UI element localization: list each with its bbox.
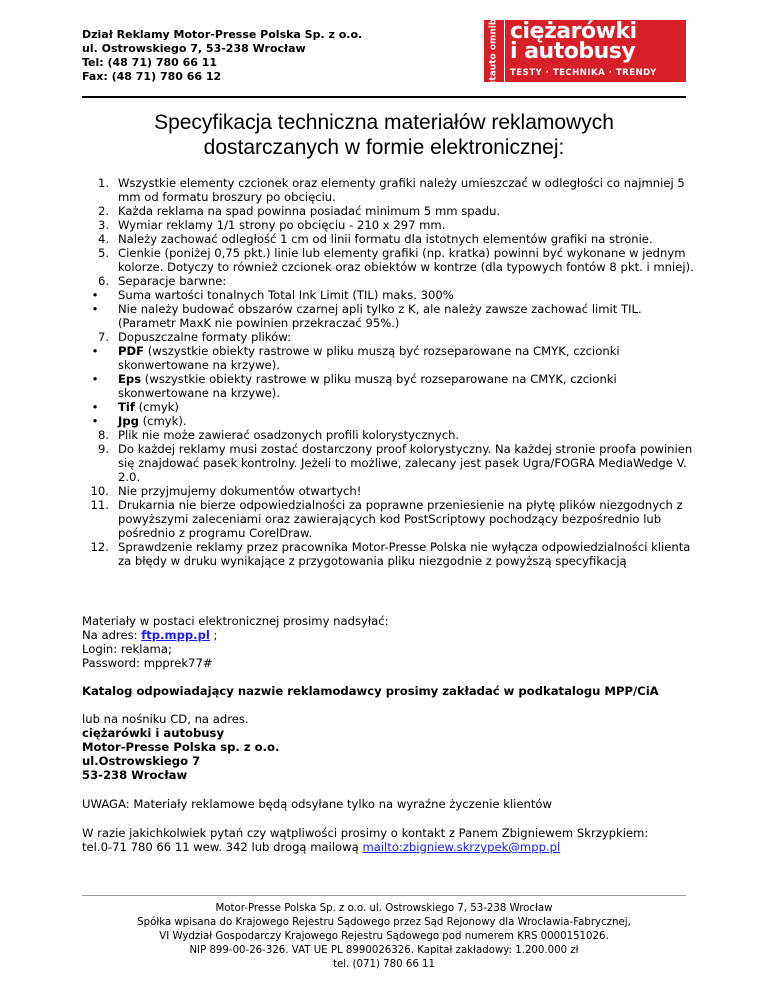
email-link[interactable]: mailto:zbigniew.skrzypek@mpp.pl	[362, 840, 561, 854]
format-desc: (cmyk)	[134, 400, 179, 414]
cd-address-line: ul.Ostrowskiego 7	[82, 754, 201, 768]
item-number: 5.	[97, 246, 109, 260]
bullet-icon: •	[91, 400, 99, 414]
header-contact	[82, 28, 362, 84]
cd-address	[82, 712, 279, 782]
footer-line: NIP 899-00-26-326. VAT UE PL 8990026326. Kapitał zakładowy: 1.200.000 zł	[189, 945, 579, 956]
bullet-icon: •	[91, 414, 99, 428]
delivery-address	[82, 628, 389, 642]
header-line: Fax: (48 71) 780 66 12	[82, 70, 222, 83]
page-title	[82, 110, 686, 160]
catalog-note: Katalog odpowiadający nazwie reklamodawcy prosimy zakładać w podkatalogu MPP/CiA	[82, 684, 659, 698]
spec-item	[82, 540, 694, 568]
item-number: 4.	[97, 232, 109, 246]
spec-item	[82, 498, 694, 540]
format-desc: (cmyk).	[138, 414, 187, 428]
item-number: 8.	[97, 428, 109, 442]
item-text: Należy zachować odległość 1 cm od linii formatu dla istotnych elementów grafiki na stronie.	[118, 232, 653, 246]
password-line: Password: mpprek77#	[82, 656, 213, 670]
item-number: 7.	[97, 330, 109, 344]
format-name: PDF	[118, 344, 145, 358]
spec-item	[82, 246, 694, 274]
spec-bullet	[82, 344, 694, 372]
bullet-text	[118, 344, 694, 372]
item-text: Wszystkie elementy czcionek oraz elementy grafiki należy umieszczać w odległości co najmniej 5 mm od formatu broszury po obcięciu.	[118, 176, 685, 204]
cd-intro: lub na nośniku CD, na adres.	[82, 712, 249, 726]
logo-side-text: lastauto omnibus	[488, 6, 499, 96]
spec-bullet	[82, 414, 694, 428]
cd-address-line: 53-238 Wrocław	[82, 768, 188, 782]
item-number: 12.	[90, 540, 109, 554]
spec-item	[82, 204, 694, 218]
item-text: Każda reklama na spad powinna posiadać minimum 5 mm spadu.	[118, 204, 501, 218]
page-title-line-2: dostarczanych w formie elektronicznej:	[203, 136, 565, 159]
spec-item	[82, 218, 694, 232]
item-text: Sprawdzenie reklamy przez pracownika Motor-Presse Polska nie wyłącza odpowiedzialności klienta za błędy w druku wynikające z przygotowania pliku niezgodnie z powyższą specyfikacją	[118, 540, 691, 568]
logo-tagline: TESTY · TECHNIKA · TRENDY	[510, 68, 657, 78]
item-number: 6.	[97, 274, 109, 288]
bullet-icon: •	[91, 288, 99, 302]
bullet-text	[118, 372, 694, 400]
delivery-intro: Materiały w postaci elektronicznej prosimy nadsyłać:	[82, 614, 389, 628]
footer-line: Motor-Presse Polska Sp. z o.o. ul. Ostrowskiego 7, 53-238 Wrocław	[215, 903, 553, 914]
spec-item	[82, 330, 694, 344]
spec-bullet	[82, 400, 694, 414]
bullet-icon: •	[91, 344, 99, 358]
item-number: 2.	[97, 204, 109, 218]
address-suffix: ;	[209, 628, 218, 642]
bullet-text: Nie należy budować obszarów czarnej apli tylko z K, ale należy zawsze zachować limit TIL. (Parametr MaxK nie powinien przekraczać 95%.)	[118, 302, 642, 330]
format-desc: (wszystkie obiekty rastrowe w pliku muszą być rozseparowane na CMYK, czcionki skonwertowane na krzywe).	[118, 344, 620, 372]
ftp-link[interactable]: ftp.mpp.pl	[141, 628, 210, 642]
bullet-text	[118, 400, 694, 414]
contact-phone: tel.0-71 780 66 11 wew. 342 lub drogą mailową	[82, 840, 363, 854]
header-line: Tel: (48 71) 780 66 11	[82, 56, 218, 69]
item-number: 1.	[97, 176, 109, 190]
footer-line: tel. (071) 780 66 11	[332, 959, 436, 970]
return-notice: UWAGA: Materiały reklamowe będą odsyłane tylko na wyraźne życzenie klientów	[82, 797, 552, 811]
footer	[82, 902, 686, 972]
page-title-line-1: Specyfikacja techniczna materiałów reklamowych	[154, 111, 614, 134]
cd-address-line: Motor-Presse Polska sp. z o.o.	[82, 740, 280, 754]
format-name: Eps	[118, 372, 142, 386]
logo-title-line-1: ciężarówki	[510, 19, 637, 44]
spec-item	[82, 428, 694, 442]
bullet-icon: •	[91, 372, 99, 386]
item-number: 11.	[90, 498, 109, 512]
header-line: Dział Reklamy Motor-Presse Polska Sp. z o.o.	[82, 28, 363, 41]
format-name: Jpg	[118, 414, 139, 428]
spec-bullet	[82, 288, 694, 302]
spec-item	[82, 274, 694, 288]
contact-line-1: W razie jakichkolwiek pytań czy wątpliwości prosimy o kontakt z Panem Zbigniewem Skrzypkiem:	[82, 826, 649, 840]
bullet-text: Suma wartości tonalnych Total Ink Limit (TIL) maks. 300%	[118, 288, 454, 302]
logo-title-line-2: i autobusy	[510, 39, 636, 64]
spec-item	[82, 484, 694, 498]
bullet-text	[118, 414, 694, 428]
footer-line: VI Wydział Gospodarczy Krajowego Rejestru Sądowego pod numerem KRS 0000151026.	[159, 931, 609, 942]
item-text: Wymiar reklamy 1/1 strony po obcięciu - 210 x 297 mm.	[118, 218, 446, 232]
item-number: 3.	[97, 218, 109, 232]
contact-info	[82, 826, 648, 854]
login-line: Login: reklama;	[82, 642, 172, 656]
address-label: Na adres:	[82, 628, 142, 642]
magazine-logo	[484, 6, 686, 96]
item-text: Nie przyjmujemy dokumentów otwartych!	[118, 484, 362, 498]
cd-address-line: ciężarówki i autobusy	[82, 726, 225, 740]
spec-list	[82, 176, 694, 568]
footer-line: Spółka wpisana do Krajowego Rejestru Sądowego przez Sąd Rejonowy dla Wrocławia-Fabrycznej,	[137, 917, 631, 928]
spec-item	[82, 442, 694, 484]
item-number: 10.	[90, 484, 109, 498]
spec-bullet	[82, 372, 694, 400]
contact-line-2	[82, 840, 648, 854]
spec-item	[82, 176, 694, 204]
format-name: Tif	[118, 400, 135, 414]
header-divider	[82, 96, 686, 98]
header-line: ul. Ostrowskiego 7, 53-238 Wrocław	[82, 42, 306, 55]
item-text: Drukarnia nie bierze odpowiedzialności za poprawne przeniesienie na płytę plików niezgodnych z powyższymi zaleceniami oraz zawierających kod PostScriptowy pochodzący bezpośrednio lub pośrednio z programu CorelDraw.	[118, 498, 683, 540]
item-text: Do każdej reklamy musi zostać dostarczony proof kolorystyczny. Na każdej stronie proofa powinien się znajdować pasek kontrolny. Jeżeli to możliwe, zalecany jest pasek Ugra/FOGRA MediaWedge V. 2.0.	[118, 442, 693, 484]
footer-divider	[82, 895, 686, 896]
item-number: 9.	[97, 442, 109, 456]
logo-side-strip	[484, 6, 505, 96]
item-text: Plik nie może zawierać osadzonych profili kolorystycznych.	[118, 428, 460, 442]
item-text: Dopuszczalne formaty plików:	[118, 330, 291, 344]
spec-bullet	[82, 302, 694, 330]
item-text: Cienkie (poniżej 0,75 pkt.) linie lub elementy grafiki (np. kratka) powinni być wykonane w jednym kolorze. Dotyczy to również czcionek oraz obiektów w kontrze (dla typowych fontów 8 pkt. i mniej).	[118, 246, 694, 274]
format-desc: (wszystkie obiekty rastrowe w pliku muszą być rozseparowane na CMYK, czcionki skonwertowane na krzywe).	[118, 372, 617, 400]
bullet-icon: •	[91, 302, 99, 316]
delivery-info	[82, 614, 389, 670]
item-text: Separacje barwne:	[118, 274, 227, 288]
spec-item	[82, 232, 694, 246]
